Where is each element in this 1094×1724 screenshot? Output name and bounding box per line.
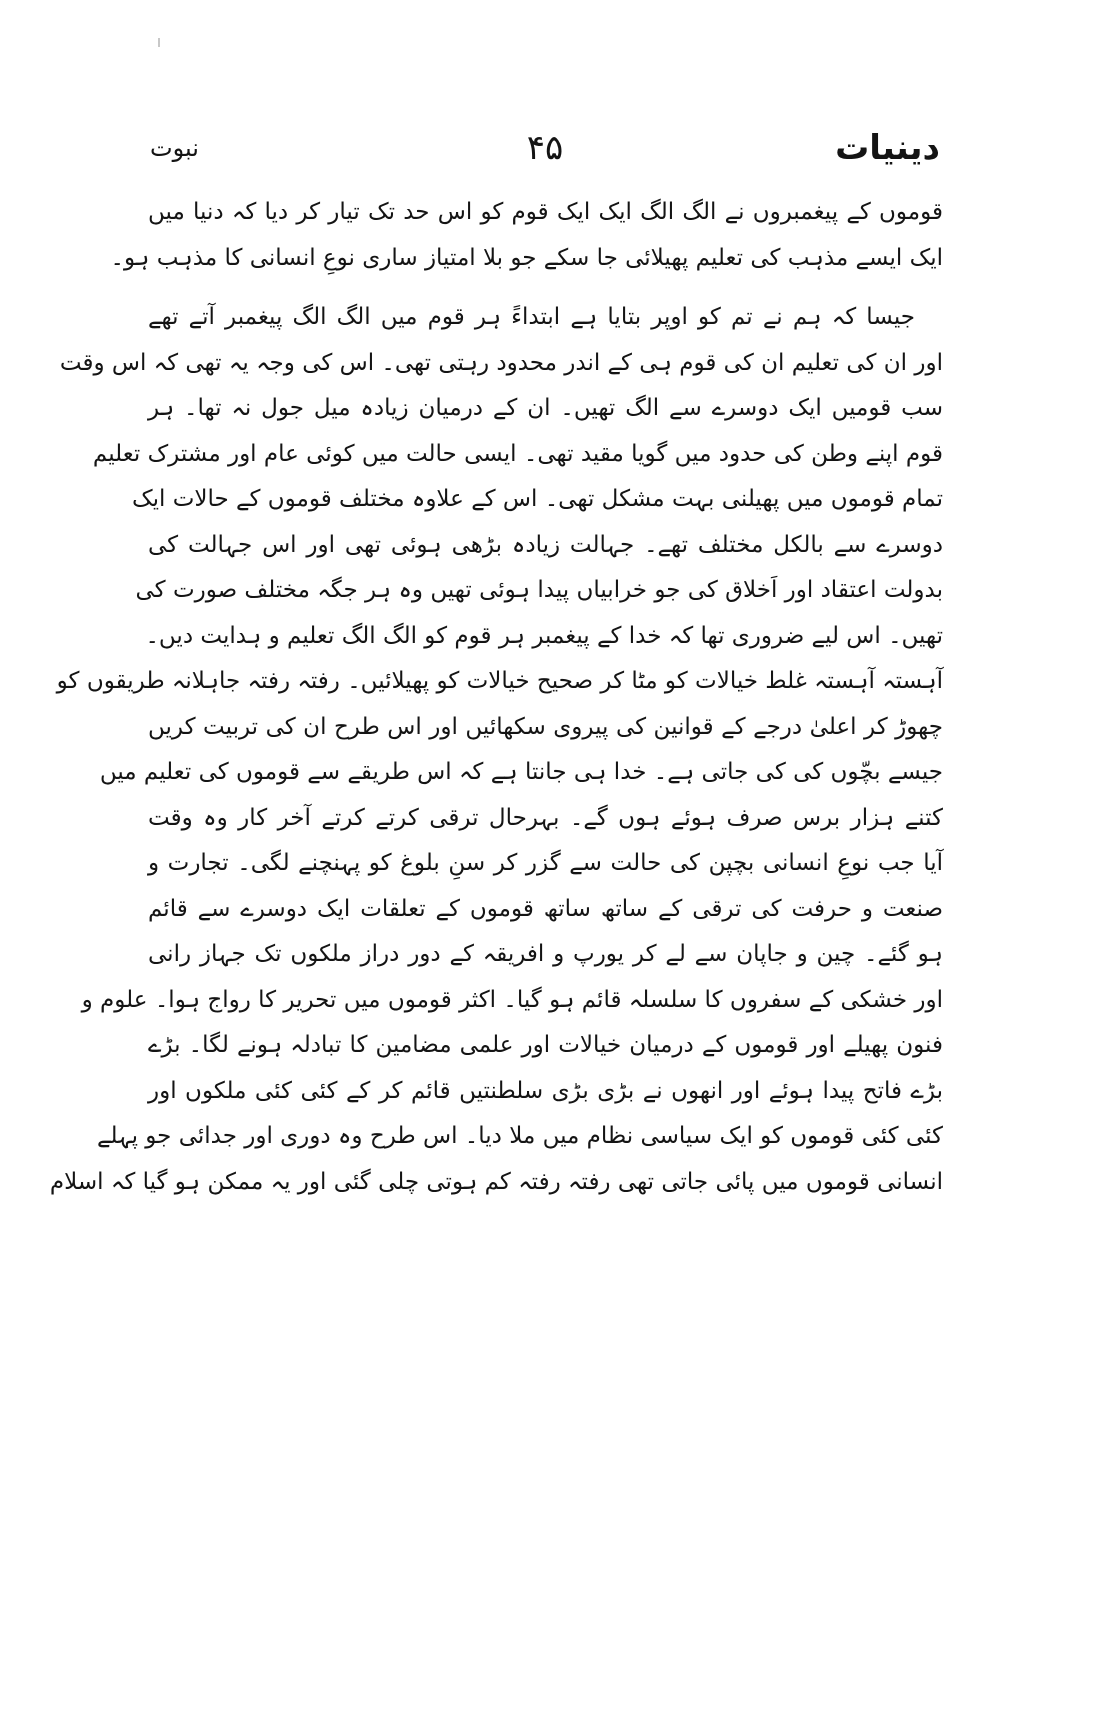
scan-speck	[158, 38, 160, 47]
text-line: قوم اپنے وطن کی حدود میں گویا مقید تھی۔ ایسی حالت میں کوئی عام اور مشترک تعلیم	[92, 440, 943, 467]
book-title: دینیات	[835, 128, 940, 168]
text-line: ہو گئے۔ چین و جاپان سے لے کر یورپ و افریقہ کے دور دراز ملکوں تک جہاز رانی	[148, 941, 943, 967]
paragraph-1	[110, 190, 943, 281]
text-line: جیسے بچّوں کی کی جاتی ہے۔ خدا ہی جانتا ہے کہ اس طریقے سے قوموں کی تعلیم میں	[99, 759, 943, 785]
text-line: بڑے فاتح پیدا ہوئے اور انھوں نے بڑی بڑی سلطنتیں قائم کر کے کئی کئی ملکوں اور	[148, 1077, 943, 1104]
paragraph-2	[49, 295, 943, 1205]
text-line: صنعت و حرفت کی ترقی کے ساتھ ساتھ قوموں کے تعلقات ایک دوسرے سے قائم	[148, 895, 943, 922]
chapter-title: نبوت	[150, 134, 199, 162]
text-line: فنون پھیلے اور قوموں کے درمیان خیالات اور علمی مضامین کا تبادلہ ہونے لگا۔ بڑے	[148, 1032, 943, 1058]
body-text	[49, 190, 943, 1205]
text-line: آہستہ آہستہ غلط خیالات کو مٹا کر صحیح خیالات کو پھیلائیں۔ رفتہ رفتہ جاہلانہ طریقوں کو	[56, 668, 943, 694]
text-line: سب قومیں ایک دوسرے سے الگ تھیں۔ ان کے درمیان زیادہ میل جول نہ تھا۔ ہر	[148, 395, 943, 421]
text-line: اور خشکی کے سفروں کا سلسلہ قائم ہو گیا۔ اکثر قوموں میں تحریر کا رواج ہوا۔ علوم و	[81, 986, 943, 1013]
text-line: قوموں کے پیغمبروں نے الگ الگ ایک ایک قوم کو اس حد تک تیار کر دیا کہ دنیا میں	[148, 199, 943, 225]
text-line: اور ان کی تعلیم ان کی قوم ہی کے اندر محدود رہتی تھی۔ اس کی وجہ یہ تھی کہ اس وقت	[59, 349, 943, 376]
text-line: ایک ایسے مذہب کی تعلیم پھیلائی جا سکے جو بلا امتیاز ساری نوعِ انسانی کا مذہب ہو۔	[110, 244, 943, 271]
text-line: بدولت اعتقاد اور اَخلاق کی جو خرابیاں پیدا ہوئی تھیں وہ ہر جگہ مختلف صورت کی	[135, 577, 943, 603]
text-line: چھوڑ کر اعلیٰ درجے کے قوانین کی پیروی سکھائیں اور اس طرح ان کی تربیت کریں	[148, 713, 943, 740]
text-line: دوسرے سے بالکل مختلف تھے۔ جہالت زیادہ بڑھی ہوئی تھی اور اس جہالت کی	[148, 531, 943, 558]
page-number: ۴۵	[526, 128, 564, 168]
text-line: کتنے ہزار برس صرف ہوئے ہوں گے۔ بہرحال ترقی کرتے کرتے آخر کار وہ وقت	[148, 804, 943, 831]
text-line: تھیں۔ اس لیے ضروری تھا کہ خدا کے پیغمبر ہر قوم کو الگ الگ تعلیم و ہدایت دیں۔	[145, 622, 943, 649]
text-line: تمام قوموں میں پھیلنی بہت مشکل تھی۔ اس کے علاوہ مختلف قوموں کے حالات ایک	[132, 486, 943, 512]
text-line: جیسا کہ ہم نے تم کو اوپر بتایا ہے ابتداءً ہر قوم میں الگ الگ پیغمبر آتے تھے	[148, 304, 915, 330]
text-line: آیا جب نوعِ انسانی بچپن کی حالت سے گزر کر سنِ بلوغ کو پہنچنے لگی۔ تجارت و	[148, 850, 943, 876]
text-line: انسانی قوموں میں پائی جاتی تھی رفتہ رفتہ کم ہوتی چلی گئی اور یہ ممکن ہو گیا کہ اسلام	[49, 1168, 943, 1195]
text-line: کئی کئی قوموں کو ایک سیاسی نظام میں ملا دیا۔ اس طرح وہ دوری اور جدائی جو پہلے	[97, 1123, 943, 1149]
running-header	[150, 128, 940, 180]
